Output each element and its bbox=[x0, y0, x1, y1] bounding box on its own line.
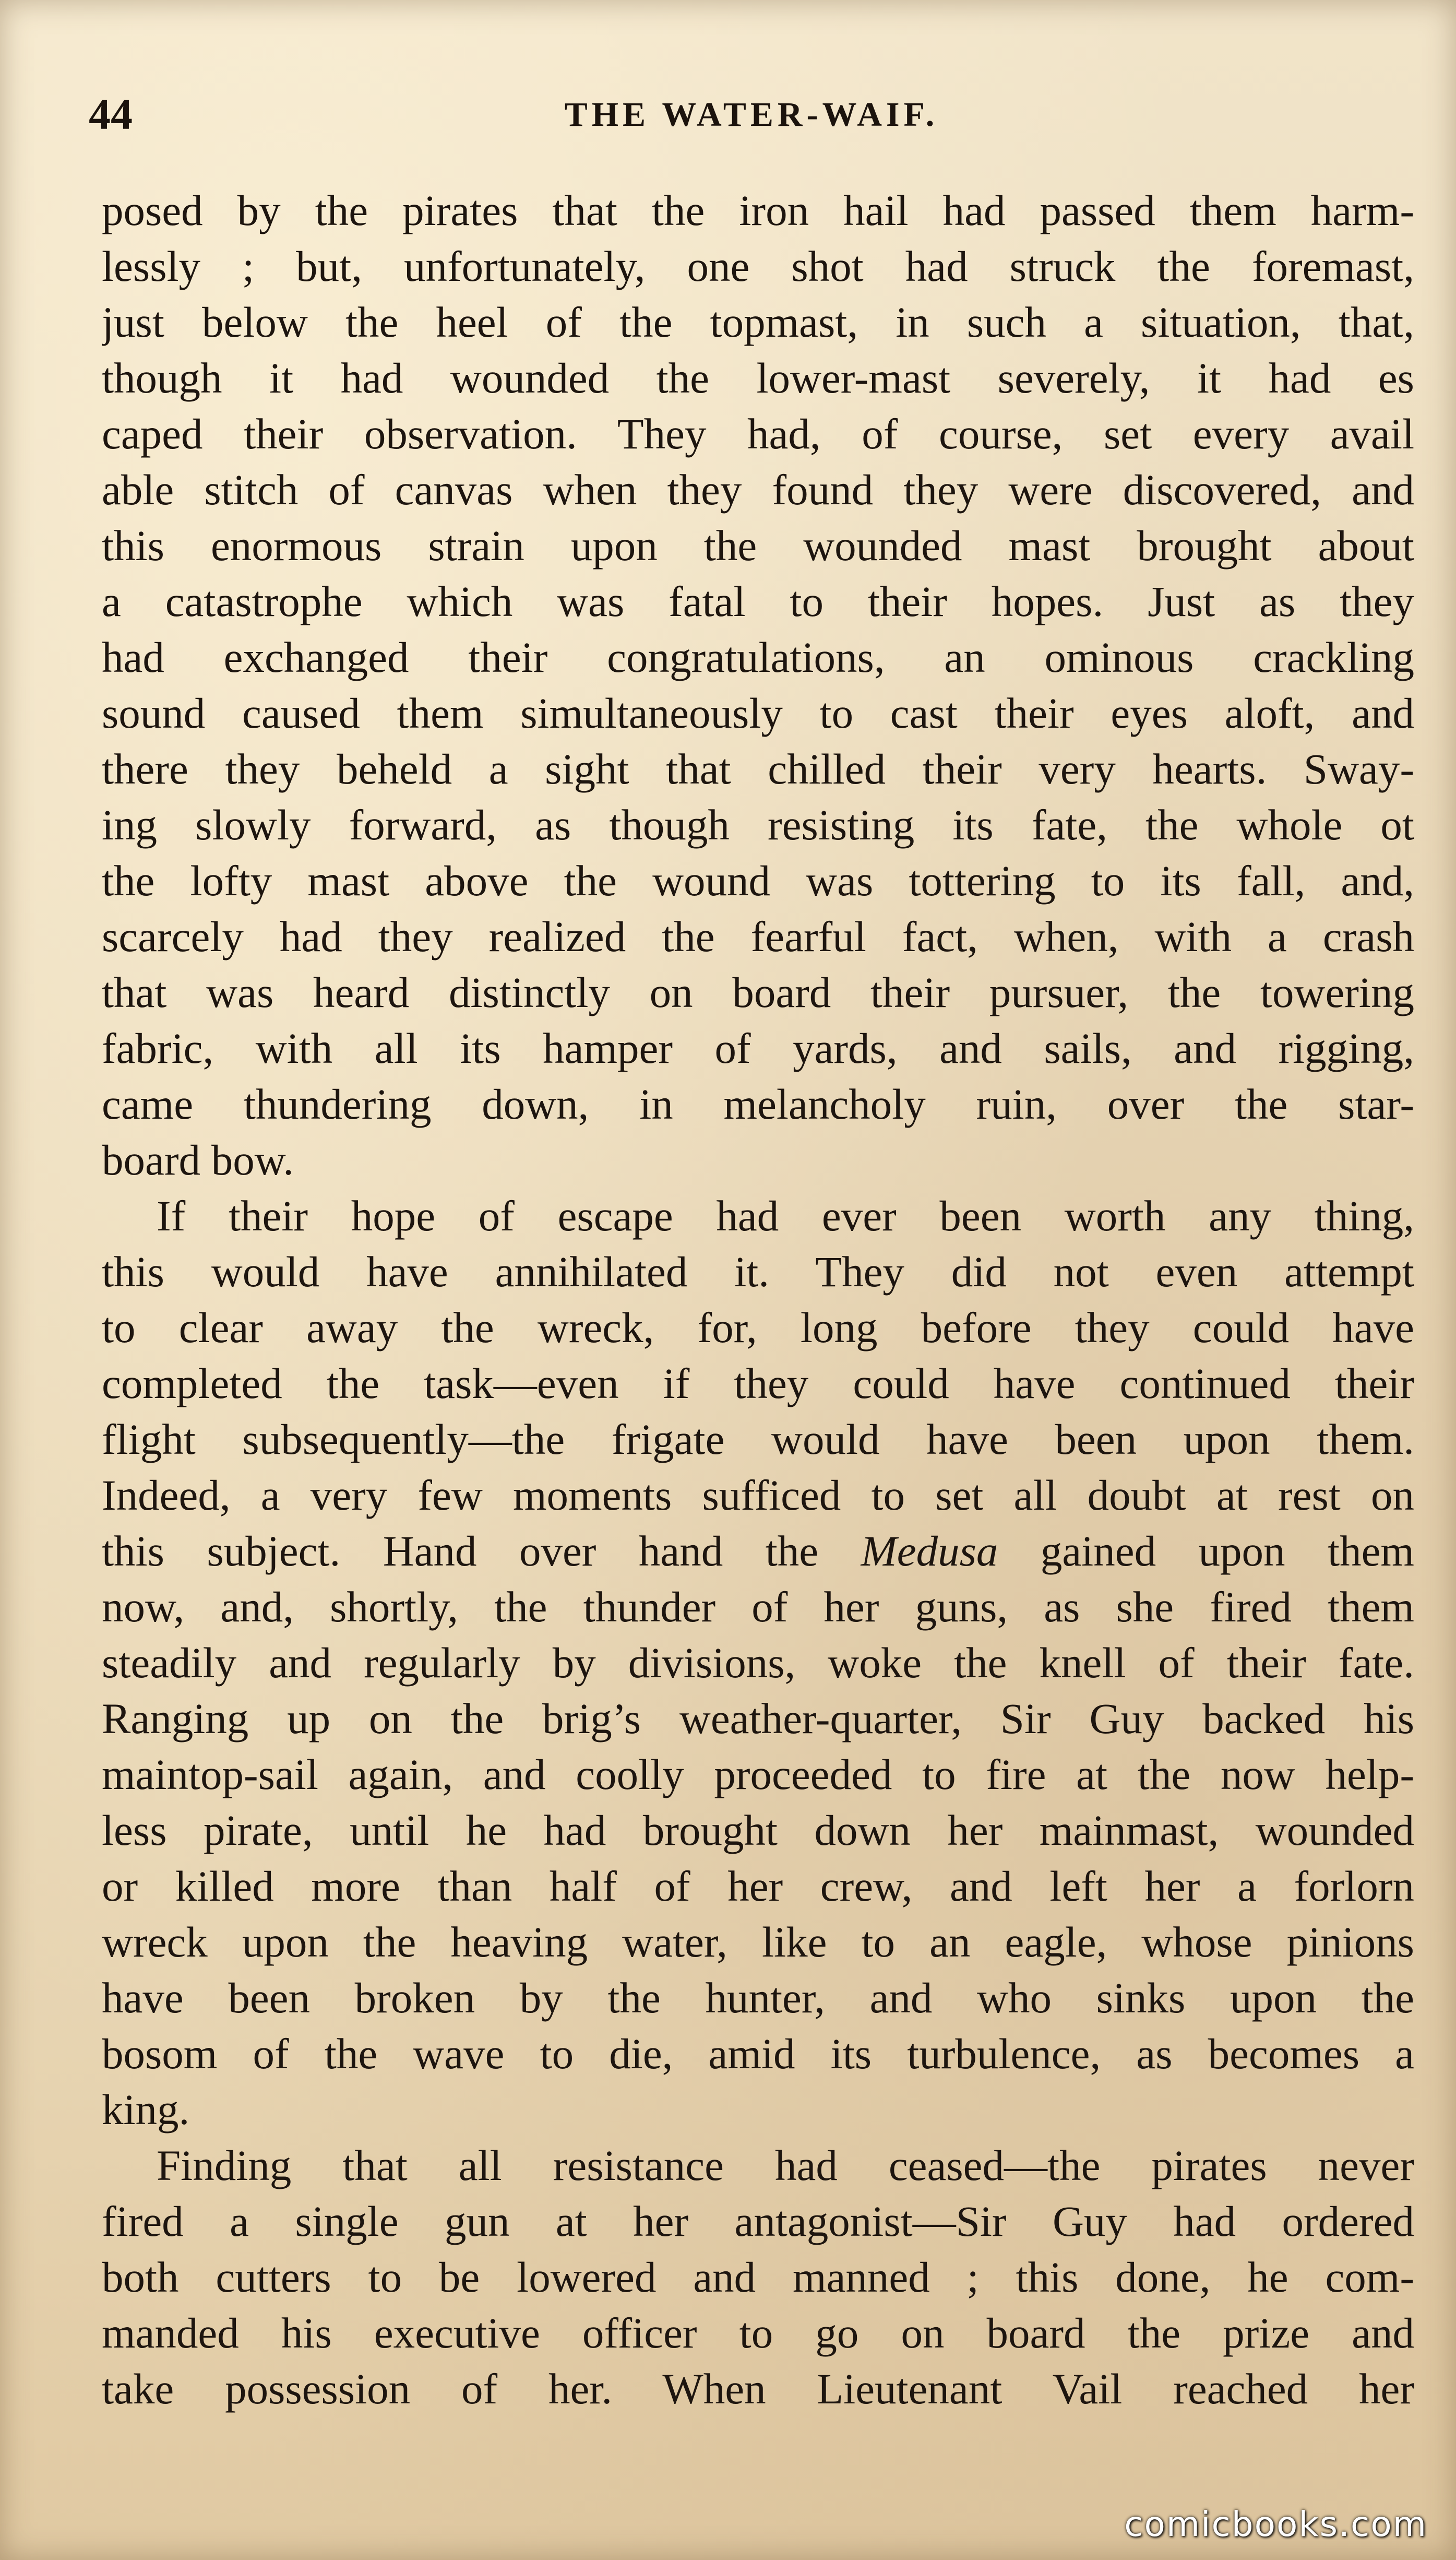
text-line: caped their observation. They had, of course, set every avail bbox=[102, 410, 1414, 458]
text-line: manded his executive officer to go on board the prize and bbox=[102, 2309, 1414, 2357]
text-line: now, and, shortly, the thunder of her guns, as she fired them bbox=[102, 1583, 1414, 1631]
text-line: scarcely had they realized the fearful fact, when, with a crash bbox=[102, 912, 1414, 961]
text-line: bosom of the wave to die, amid its turbulence, as becomes a bbox=[102, 2030, 1414, 2078]
paragraph bbox=[102, 2138, 1414, 2417]
text-line: If their hope of escape had ever been worth any thing, bbox=[157, 1192, 1414, 1240]
page-header bbox=[89, 89, 1414, 141]
page-number: 44 bbox=[89, 90, 133, 139]
text-line: steadily and regularly by divisions, woke the knell of their fate. bbox=[102, 1639, 1414, 1687]
paragraph bbox=[102, 1188, 1414, 2138]
text-line: just below the heel of the topmast, in such a situation, that, bbox=[102, 298, 1414, 346]
text-line: the lofty mast above the wound was tottering to its fall, and, bbox=[102, 857, 1414, 905]
text-line: to clear away the wreck, for, long before they could have bbox=[102, 1303, 1414, 1352]
text-line: less pirate, until he had brought down her mainmast, wounded bbox=[102, 1806, 1414, 1854]
text-line: posed by the pirates that the iron hail had passed them harm- bbox=[102, 186, 1414, 234]
text-line: Finding that all resistance had ceased—the pirates never bbox=[157, 2141, 1414, 2189]
text-line: or killed more than half of her crew, and left her a forlorn bbox=[102, 1862, 1414, 1910]
text-line: though it had wounded the lower-mast severely, it had es bbox=[102, 354, 1414, 402]
text-line: fired a single gun at her antagonist—Sir Guy had ordered bbox=[102, 2197, 1414, 2245]
paragraph bbox=[102, 183, 1414, 1188]
text-line: maintop-sail again, and coolly proceeded to fire at the now help- bbox=[102, 1750, 1414, 1798]
text-line: flight subsequently—the frigate would have been upon them. bbox=[102, 1415, 1414, 1463]
text-line: had exchanged their congratulations, an ominous crackling bbox=[102, 633, 1414, 681]
text-line: this subject. Hand over hand the Medusa gained upon them bbox=[102, 1527, 1414, 1575]
text-line: Indeed, a very few moments sufficed to set all doubt at rest on bbox=[102, 1471, 1414, 1519]
text-line: take possession of her. When Lieutenant Vail reached her bbox=[102, 2365, 1414, 2413]
text-line: this enormous strain upon the wounded mast brought about bbox=[102, 522, 1414, 570]
text-line: a catastrophe which was fatal to their hopes. Just as they bbox=[102, 577, 1414, 625]
text-line: board bow. bbox=[102, 1136, 294, 1184]
text-line: came thundering down, in melancholy ruin, over the star- bbox=[102, 1080, 1414, 1128]
running-head: THE WATER-WAIF. bbox=[564, 96, 939, 134]
text-line: this would have annihilated it. They did not even attempt bbox=[102, 1248, 1414, 1296]
text-line: completed the task—even if they could have continued their bbox=[102, 1359, 1414, 1407]
text-line: wreck upon the heaving water, like to an eagle, whose pinions bbox=[102, 1918, 1414, 1966]
text-line: both cutters to be lowered and manned ; this done, he com- bbox=[102, 2253, 1414, 2301]
text-line: fabric, with all its hamper of yards, and sails, and rigging, bbox=[102, 1024, 1414, 1072]
text-line: ing slowly forward, as though resisting its fate, the whole ot bbox=[102, 801, 1414, 849]
text-line: have been broken by the hunter, and who sinks upon the bbox=[102, 1974, 1414, 2022]
text-line: Ranging up on the brig’s weather-quarter, Sir Guy backed his bbox=[102, 1694, 1414, 1743]
body-text bbox=[102, 183, 1414, 2417]
text-line: able stitch of canvas when they found they were discovered, and bbox=[102, 466, 1414, 514]
text-line: sound caused them simultaneously to cast their eyes aloft, and bbox=[102, 689, 1414, 737]
text-line: lessly ; but, unfortunately, one shot had struck the foremast, bbox=[102, 242, 1414, 290]
text-line: king. bbox=[102, 2085, 190, 2134]
watermark: comicbooks.com bbox=[1124, 2504, 1427, 2544]
text-line: there they beheld a sight that chilled their very hearts. Sway- bbox=[102, 745, 1414, 793]
text-line: that was heard distinctly on board their pursuer, the towering bbox=[102, 968, 1414, 1016]
